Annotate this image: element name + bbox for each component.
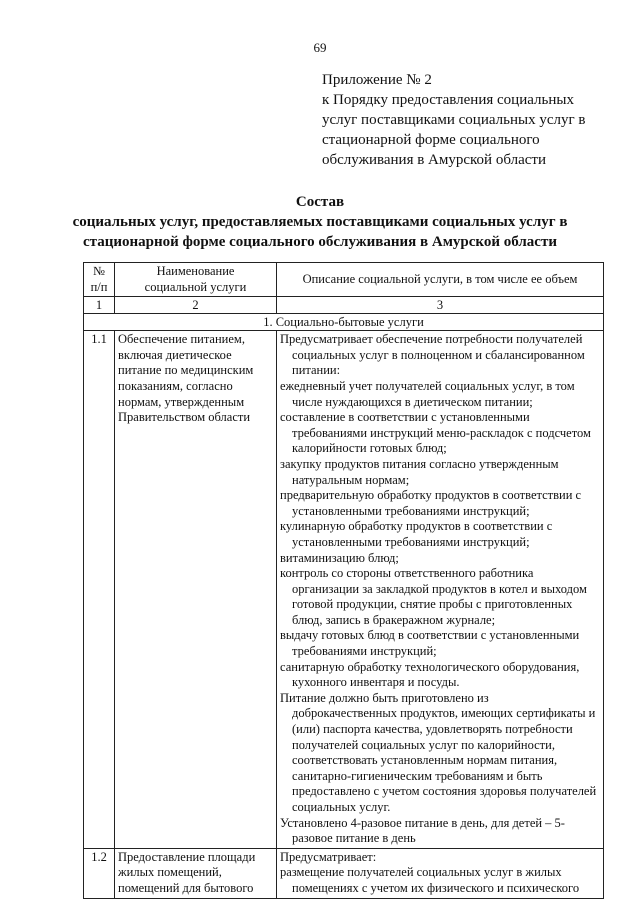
description-line: требованиями инструкций; xyxy=(292,644,437,659)
row-number: 1.1 xyxy=(84,331,115,849)
service-name-line: показаниям, согласно xyxy=(118,378,233,393)
service-name-line: Обеспечение питанием, xyxy=(118,332,245,347)
service-name-line: помещений для бытового xyxy=(118,880,254,895)
description-line: предварительную обработку продуктов в соответствии с xyxy=(280,488,582,503)
title-line: Состав xyxy=(295,194,345,210)
description-line: организации за закладкой продуктов в котел и выходом xyxy=(292,581,587,596)
section-title: 1. Социально-бытовые услуги xyxy=(84,314,604,331)
header-name-line: Наименование xyxy=(156,264,235,278)
appendix-line: к Порядку предоставления социальных xyxy=(322,92,574,108)
header-desc: Описание социальной услуги, в том числе ее объем xyxy=(277,263,604,297)
header-num-line: № xyxy=(93,264,105,278)
description-line: готовой продукции, снятие пробы с приготовленных xyxy=(292,597,573,612)
description-line: соответствовать установленным нормам питания, xyxy=(292,753,558,768)
description-line: установленными требованиями инструкций; xyxy=(292,503,530,518)
service-description xyxy=(277,848,604,898)
description-line: числе нуждающихся в диетическом питании; xyxy=(292,394,533,409)
description-line: витаминизацию блюд; xyxy=(280,550,399,565)
description-line: натуральным нормам; xyxy=(292,472,410,487)
appendix-line: стационарной форме социального xyxy=(322,132,540,148)
description-line: (или) паспорта качества, удовлетворять потребности xyxy=(292,722,573,737)
header-num-line: п/п xyxy=(90,279,108,294)
service-name-line: питание по медицинским xyxy=(118,363,254,378)
description-line: помещениях с учетом их физического и психического xyxy=(292,880,580,895)
description-line: Предусматривает обеспечение потребности получателей xyxy=(280,332,583,347)
table-header-row xyxy=(84,263,604,297)
page-number: 69 xyxy=(313,40,327,55)
appendix-line: обслуживания в Амурской области xyxy=(322,152,546,168)
description-line: санитарно-гигиеническим требованиям и быть xyxy=(292,768,543,783)
description-line: ежедневный учет получателей социальных услуг, в том xyxy=(280,378,575,393)
description-line: установленными требованиями инструкций; xyxy=(292,534,530,549)
description-line: кулинарную обработку продуктов в соответствии с xyxy=(280,519,553,534)
description-line: получателей социальных услуг по калорийности, xyxy=(292,737,555,752)
section-row xyxy=(84,314,604,331)
description-line: блюд, запись в бракеражном журнале; xyxy=(292,612,496,627)
column-number: 2 xyxy=(115,297,277,314)
description-line: кухонного инвентаря и посуды. xyxy=(292,675,460,690)
service-description xyxy=(277,331,604,849)
column-number-row xyxy=(84,297,604,314)
service-name-line: Предоставление площади xyxy=(118,849,256,864)
title-line: стационарной форме социального обслуживания в Амурской области xyxy=(83,234,557,250)
appendix-header xyxy=(322,70,622,170)
row-number: 1.2 xyxy=(84,848,115,898)
appendix-line: Приложение № 2 xyxy=(322,72,432,88)
description-line: размещение получателей социальных услуг в жилых xyxy=(280,865,562,880)
appendix-line: услуг поставщиками социальных услуг в xyxy=(322,112,586,128)
description-line: доброкачественных продуктов, имеющих сертификаты и xyxy=(292,706,596,721)
description-line: питании: xyxy=(292,363,341,378)
service-name-line: жилых помещений, xyxy=(118,865,222,880)
description-line: социальных услуг в полноценном и сбалансированном xyxy=(292,347,585,362)
table-row xyxy=(84,848,604,898)
header-name xyxy=(115,263,277,297)
service-name xyxy=(115,331,277,849)
description-line: предоставлено с учетом состояния здоровья получателей xyxy=(292,784,597,799)
table-row xyxy=(84,331,604,849)
description-line: выдачу готовых блюд в соответствии с установленными xyxy=(280,628,580,643)
services-table xyxy=(83,262,604,899)
description-line: Установлено 4-разовое питание в день, для детей – 5- xyxy=(280,815,565,830)
description-line: разовое питание в день xyxy=(292,831,416,846)
description-line: составление в соответствии с установленными xyxy=(280,410,530,425)
service-name-line: включая диетическое xyxy=(118,347,232,362)
document-title xyxy=(0,192,640,252)
description-line: Предусматривает: xyxy=(280,849,377,864)
column-number: 3 xyxy=(277,297,604,314)
description-line: калорийности готовых блюд; xyxy=(292,441,447,456)
header-num xyxy=(84,263,115,297)
service-name-line: нормам, утвержденным xyxy=(118,394,245,409)
description-line: закупку продуктов питания согласно утвержденным xyxy=(280,456,559,471)
description-line: санитарную обработку технологического оборудования, xyxy=(280,659,580,674)
title-line: социальных услуг, предоставляемых поставщиками социальных услуг в xyxy=(72,214,568,230)
description-line: требованиями инструкций меню-раскладок с подсчетом xyxy=(292,425,591,440)
header-name-line: социальной услуги xyxy=(144,279,247,294)
column-number: 1 xyxy=(84,297,115,314)
description-line: контроль со стороны ответственного работника xyxy=(280,566,534,581)
service-name-line: Правительством области xyxy=(118,410,251,425)
description-line: социальных услуг. xyxy=(292,800,391,814)
service-name xyxy=(115,848,277,898)
description-line: Питание должно быть приготовлено из xyxy=(280,690,489,705)
